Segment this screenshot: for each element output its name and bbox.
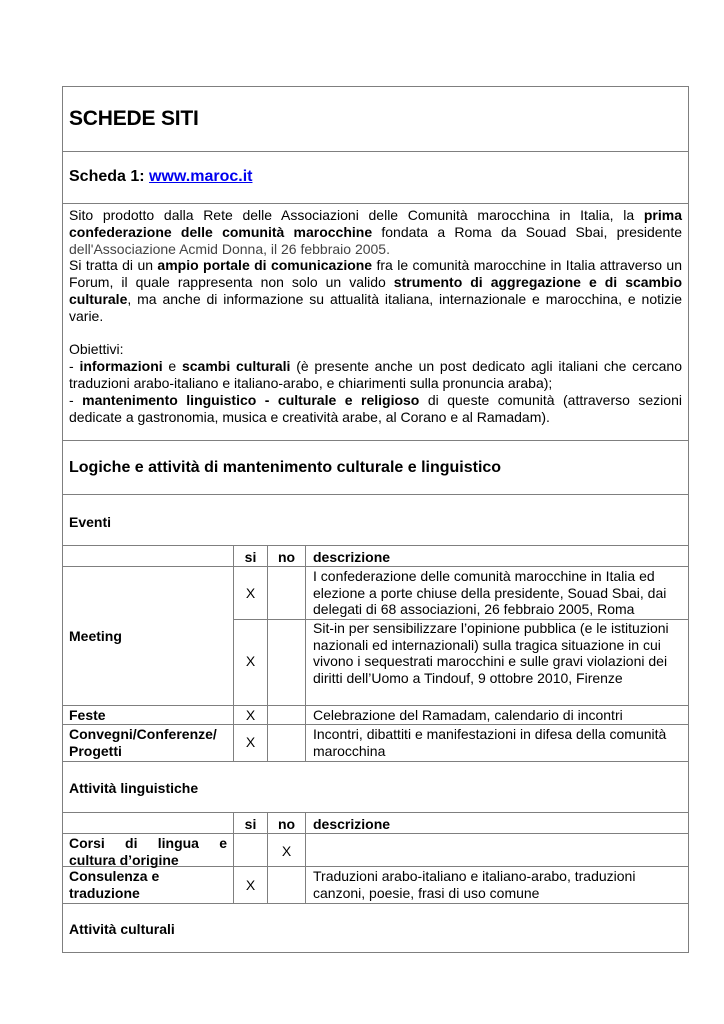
- bold-span: mantenimento linguistico - culturale e religioso: [82, 391, 420, 408]
- si-mark: X: [245, 653, 256, 669]
- text-span: -: [69, 391, 83, 408]
- descrizione-cell: I confederazione delle comunità marocchine in Italia ed elezione a porte chiuse della presidente, Souad Sbai, dai delegati di 68 associazioni, 26 febbraio 2005, Roma: [313, 568, 667, 618]
- obiettivo-2: [69, 392, 682, 426]
- obiettivi-label: Obiettivi:: [69, 341, 124, 358]
- column-divider: [305, 546, 306, 762]
- text-span: -: [69, 358, 80, 375]
- column-header-no: no: [277, 816, 296, 832]
- row-label-consulenza: Consulenza e traduzione: [69, 868, 160, 901]
- section-title-row: [63, 441, 688, 495]
- eventi-heading: Eventi: [69, 514, 112, 530]
- descrizione-cell: Sit-in per sensibilizzare l’opinione pubblica (e le istituzioni nazionali ed internazionali) sulla tragica situazione in cui vivono i sequestrati marocchini e sulle gravi violazioni dei diritti dell’Uomo a Tindouf, 9 ottobre 2010, Firenze: [313, 620, 669, 686]
- text-span: Sito prodotto dalla Rete delle Associazioni delle Comunità marocchina in Italia, la: [69, 207, 644, 223]
- column-divider: [267, 546, 268, 762]
- intro-paragraph-1: [69, 207, 682, 257]
- obiettivo-1: [69, 358, 682, 392]
- row-label-meeting: Meeting: [69, 628, 122, 644]
- bold-span: ampio portale di comunicazione: [157, 257, 373, 274]
- bold-span: prima confederazione delle comunità marocchine: [69, 207, 682, 240]
- scheda-link[interactable]: www.maroc.it: [149, 168, 253, 185]
- text-span: fondata a Roma da Souad Sbai, presidente: [372, 223, 683, 240]
- si-mark: X: [245, 734, 256, 750]
- column-header-no: no: [277, 549, 296, 565]
- row-label-corsi: Corsi di lingua e cultura d’origine: [69, 835, 227, 868]
- row-label-feste: Feste: [69, 707, 106, 723]
- title-row: [63, 87, 688, 152]
- text-span: e: [162, 358, 182, 375]
- column-header-si: si: [244, 816, 257, 832]
- text-span: Si tratta di un: [69, 257, 158, 274]
- document-page: [62, 86, 689, 953]
- column-divider: [305, 813, 306, 904]
- row-divider: [63, 566, 688, 567]
- intro-text: [69, 207, 682, 425]
- bold-span: informazioni: [79, 358, 163, 375]
- culturali-heading: Attività culturali: [69, 921, 175, 937]
- si-mark: X: [245, 877, 256, 893]
- row-divider: [63, 724, 688, 725]
- text-span: , ma anche di informazione su attualità italiana, internazionale e marocchina, e notizie varie.: [69, 290, 682, 324]
- text-span: di queste comunità (attraverso sezioni dedicate a gastronomia, musica e creatività arabe, al Corano e al Ramadam).: [69, 391, 682, 425]
- descrizione-cell: Incontri, dibattiti e manifestazioni in difesa della comunità marocchina: [313, 726, 667, 759]
- row-divider: [63, 833, 688, 834]
- column-header-si: si: [244, 549, 257, 565]
- spacer: [69, 325, 682, 342]
- si-mark: X: [245, 707, 256, 723]
- linguistiche-heading: Attività linguistiche: [69, 780, 199, 796]
- row-divider: [63, 812, 688, 813]
- document-title: SCHEDE SITI: [69, 107, 199, 130]
- intro-paragraph-2: [69, 257, 682, 324]
- text-span: fra le comunità marocchine in Italia attraverso un Forum, il quale rappresenta non solo un valido: [69, 257, 682, 291]
- descrizione-cell: Traduzioni arabo-italiano e italiano-arabo, traduzioni canzoni, poesie, frasi di uso comune: [313, 868, 636, 901]
- linguistiche-heading-row: [63, 762, 688, 813]
- scheda-row: [63, 152, 688, 204]
- column-header-descrizione: descrizione: [313, 816, 391, 832]
- bold-span: scambi culturali: [181, 358, 291, 375]
- scheda-label: Scheda 1:: [69, 168, 150, 185]
- intro-row: [63, 204, 688, 441]
- culturali-heading-row: [63, 904, 688, 952]
- eventi-heading-row: [63, 495, 688, 546]
- text-span: (è presente anche un post dedicato agli italiani che cercano traduzioni arabo-italiano e italiano-arabo, e chiarimenti sulla pronuncia araba);: [69, 358, 682, 391]
- si-mark: X: [245, 585, 256, 601]
- text-span: dell'Associazione Acmid Donna, il 26 febbraio 2005.: [69, 240, 390, 257]
- row-divider: [63, 705, 688, 706]
- section-title: Logiche e attività di mantenimento culturale e linguistico: [69, 459, 502, 476]
- bold-span: strumento di aggregazione e di scambio culturale: [69, 274, 682, 307]
- descrizione-cell: Celebrazione del Ramadam, calendario di incontri: [313, 707, 623, 723]
- no-mark: X: [281, 843, 292, 859]
- column-header-descrizione: descrizione: [313, 549, 391, 565]
- scheda-heading: [69, 168, 252, 186]
- row-label-convegni: Convegni/Conferenze/ Progetti: [69, 726, 217, 759]
